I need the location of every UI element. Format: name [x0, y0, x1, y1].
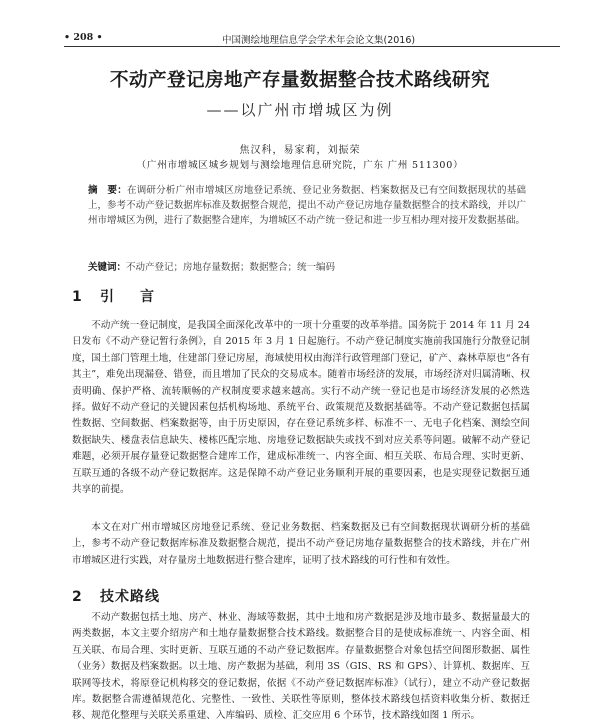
section-number: 2	[72, 589, 82, 605]
abstract-label: 摘 要：	[88, 185, 127, 196]
keywords-label: 关键词：	[88, 262, 127, 273]
header-rule	[64, 46, 560, 47]
paper-subtitle: ——以广州市增城区为例	[206, 101, 394, 119]
section-title: 技术路线	[100, 589, 160, 605]
section-heading-technical-route	[72, 586, 160, 606]
running-header	[64, 28, 560, 46]
page-number: • 208 •	[64, 32, 103, 43]
route-paragraph-1: 不动产数据包括土地、房产、林业、海域等数据，其中土地和房产数据是涉及地市最多、数据量最大的两类数据，本文主要介绍房产和土地存量数据整合技术路线。数据整合目的是使成标准统一、内容全面、相互关联、布局合理、实时更新、互联互通的不动产登记数据库。存量数据整合对象包括空间图形数据、属性（业务）数据及档案数据。以土地、房产数据为基础，利用 3S（GIS、RS 和 GPS）、计算机、数据库、互联网等技术，将原登记机构移交的登记数据，依据《不动产登记数据库标准》（试行），建立不动产登记数据库。数据整合需遵循规范化、完整性、一致性、关联性等原则，整体技术路线包括资料收集分析、数据迁移、规范化整理与关联关系重建、入库编码、质检、汇交应用 6 个环节，技术路线如图 1 所示。	[72, 612, 530, 722]
keywords-text: 不动产登记；房地存量数据；数据整合；统一编码	[126, 262, 336, 273]
section-heading-introduction	[72, 286, 160, 306]
abstract	[88, 183, 526, 228]
intro-paragraph-1: 不动产统一登记制度，是我国全面深化改革中的一项十分重要的改革举措。国务院于 2014 年 11 月 24 日发布《不动产登记暂行条例》，自 2015 年 3 月 1 日起施行。不动产登记制度实施前我国施行分散登记制度，国土部门管理土地，住建部门登记房屋，海域使用权由海洋行政管理部门登记，矿产、森林草原也“各有其主”，难免出现漏登、错登，而且增加了民众的交易成本。随着市场经济的发展，市场经济对归属清晰、权责明确、保护严格、流转顺畅的产权制度要求越来越高。实行不动产统一登记也是市场经济发展的必然选择。做好不动产登记的关键因素包括机构场地、系统平台、政策规范及数据基础等。不动产登记数据包括属性数据、空间数据、档案数据等，由于历史原因，存在登记系统多样、标准不一、无电子化档案、测绘空间数据缺失、楼盘表信息缺失、楼栋匹配宗地、房地登记数据缺失或找不到对应关系等问题。破解不动产登记难题，必须开展存量登记数据整合建库工作，建成标准统一、内容全面、相互关联、布局合理、实时更新、互联互通的各级不动产登记数据库。这是保障不动产登记业务顺利开展的重要因素，也是实现登记数据互通共享的前提。	[72, 320, 530, 496]
affiliation: （广州市增城区城乡规划与测绘地理信息研究院，广东 广州 511300）	[136, 160, 464, 171]
keywords	[88, 259, 526, 273]
paper-title: 不动产登记房地产存量数据整合技术路线研究	[109, 70, 490, 91]
authors: 焦汉科，易家莉，刘振荣	[239, 145, 361, 156]
intro-paragraph-2: 本文在对广州市增城区房地登记系统、登记业务数据、档案数据及已有空间数据现状调研分析的基础上，参考不动产登记数据库标准及数据整合规范，提出不动产登记房地存量数据整合的技术路线，并在广州市增城区进行实践，对存量房土地数据进行整合建库，证明了技术路线的可行性和有效性。	[72, 522, 530, 566]
abstract-text: 在调研分析广州市增城区房地登记系统、登记业务数据、档案数据及已有空间数据现状的基础上，参考不动产登记数据库标准及数据整合规范，提出不动产登记房地存量数据整合的技术路线，并以广州市增城区为例，进行了数据整合建库，为增城区不动产统一登记和进一步互相办理对接开发数据基础。	[88, 185, 526, 226]
section-title: 引 言	[100, 289, 160, 305]
section-number: 1	[72, 289, 82, 305]
journal-name: 中国测绘地理信息学会学术年会论文集(2016)	[222, 35, 416, 46]
